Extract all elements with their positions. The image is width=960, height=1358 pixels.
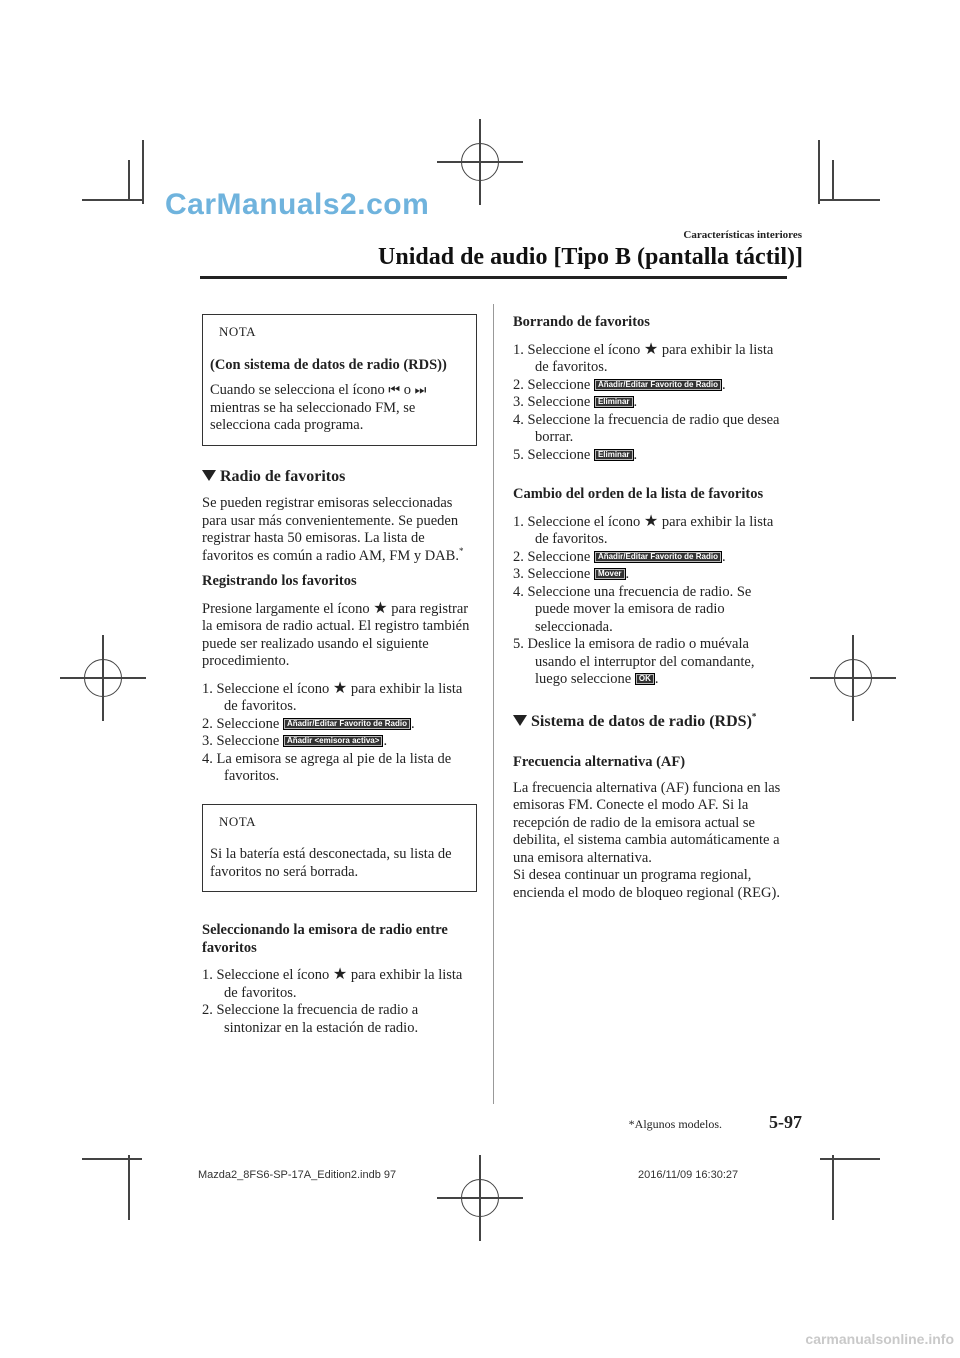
registration-mark bbox=[437, 119, 523, 205]
registration-mark bbox=[810, 635, 896, 721]
select-steps bbox=[202, 965, 477, 1037]
crop-mark bbox=[82, 199, 142, 201]
imprint-file: Mazda2_8FS6-SP-17A_Edition2.indb 97 bbox=[198, 1169, 397, 1181]
note-title: NOTA bbox=[219, 813, 257, 829]
af-text: La frecuencia alternativa (AF) funciona en las emisoras FM. Conecte el modo AF. Si la recepción de radio de la emisora actual se debilita, el sistema cambia automáticamente a una emisora alternativa. bbox=[513, 779, 781, 866]
list-item: 5. Deslice la emisora de radio o muévala usando el interruptor del comandante, luego seleccione OK . bbox=[513, 636, 755, 687]
list-item: 4. Seleccione una frecuencia de radio. Se puede mover la emisora de radio seleccionada. bbox=[513, 583, 752, 635]
order-steps bbox=[513, 512, 788, 689]
list-item: 2. Seleccione la frecuencia de radio a sintonizar en la estación de radio. bbox=[202, 1002, 419, 1036]
star-icon: ★ bbox=[643, 510, 659, 530]
star-icon: ★ bbox=[332, 964, 348, 983]
footnote-marker: * bbox=[751, 711, 757, 722]
add-edit-favorite-button[interactable]: Añadir/Editar Favorito de Radio bbox=[594, 551, 722, 563]
triangle-bullet-icon bbox=[513, 715, 527, 726]
section-heading-favorites: Radio de favoritos bbox=[202, 468, 477, 486]
footer-watermark[interactable]: carmanualsonline.info bbox=[805, 1331, 954, 1347]
crop-mark bbox=[128, 1155, 130, 1220]
add-active-station-button[interactable]: Añadir <emisora activa> bbox=[283, 735, 384, 747]
order-heading: Cambio del orden de la lista de favoritos bbox=[513, 486, 764, 502]
crop-mark bbox=[820, 199, 880, 201]
note-title: NOTA bbox=[219, 324, 257, 339]
add-edit-favorite-button[interactable]: Añadir/Editar Favorito de Radio bbox=[594, 379, 722, 391]
list-item: 2. Seleccione Añadir/Editar Favorito de Radio . bbox=[202, 715, 415, 732]
triangle-bullet-icon bbox=[202, 470, 216, 481]
right-column bbox=[513, 314, 788, 910]
star-icon: ★ bbox=[373, 597, 388, 617]
note-box-battery bbox=[202, 804, 477, 893]
list-item: 2. Seleccione Añadir/Editar Favorito de Radio . bbox=[513, 376, 726, 393]
note-box-rds bbox=[202, 314, 477, 446]
column-divider bbox=[493, 304, 494, 1104]
crop-mark bbox=[818, 140, 820, 204]
title-rule bbox=[200, 276, 787, 279]
af-heading: Frecuencia alternativa (AF) bbox=[513, 754, 686, 770]
add-edit-favorite-button[interactable]: Añadir/Editar Favorito de Radio bbox=[283, 718, 411, 730]
imprint-date: 2016/11/09 16:30:27 bbox=[638, 1169, 739, 1181]
list-item: 3. Seleccione Mover . bbox=[513, 566, 630, 582]
register-text: Presione largamente el ícono ★ para registrar la emisora de radio actual. El registro también puede ser realizado usando el siguiente procedimiento. bbox=[202, 597, 470, 669]
seek-back-icon: ⏮ bbox=[388, 383, 401, 398]
delete-button[interactable]: Eliminar bbox=[594, 449, 634, 461]
register-steps bbox=[202, 679, 477, 786]
ok-button[interactable]: OK bbox=[635, 673, 655, 685]
footnote-marker: * bbox=[458, 545, 464, 556]
note-text: Cuando se selecciona el ícono ⏮ o ⏭ mientras se ha seleccionado FM, se selecciona cada programa. bbox=[210, 382, 427, 433]
delete-button[interactable]: Eliminar bbox=[594, 396, 634, 408]
list-item: 3. Seleccione Eliminar . bbox=[513, 394, 638, 410]
list-item: 2. Seleccione Añadir/Editar Favorito de Radio . bbox=[513, 548, 726, 565]
footnote: *Algunos modelos. bbox=[628, 1117, 722, 1131]
list-item: 4. Seleccione la frecuencia de radio que desea borrar. bbox=[513, 411, 780, 445]
list-item: 3. Seleccione Añadir <emisora activa> . bbox=[202, 733, 388, 749]
crop-mark bbox=[832, 1155, 834, 1220]
seek-forward-icon: ⏭ bbox=[414, 383, 427, 398]
crop-mark bbox=[142, 140, 144, 204]
list-item: 4. La emisora se agrega al pie de la lista de favoritos. bbox=[202, 750, 452, 784]
select-heading: Seleccionando la emisora de radio entre favoritos bbox=[202, 922, 448, 956]
registration-mark bbox=[437, 1155, 523, 1241]
crop-mark bbox=[820, 1158, 880, 1160]
section-label: Características interiores bbox=[683, 229, 802, 241]
watermark-logo[interactable]: CarManuals2.com bbox=[165, 188, 430, 221]
list-item: 1. Seleccione el ícono ★ para exhibir la lista de favoritos. bbox=[513, 510, 774, 547]
note-text: Si la batería está desconectada, su lista de favoritos no será borrada. bbox=[210, 846, 452, 880]
delete-steps bbox=[513, 340, 788, 465]
section-heading-rds: Sistema de datos de radio (RDS)* bbox=[513, 713, 788, 731]
left-column bbox=[202, 314, 477, 1045]
page-title: Unidad de audio [Tipo B (pantalla táctil)] bbox=[378, 244, 803, 270]
registration-mark bbox=[60, 635, 146, 721]
star-icon: ★ bbox=[643, 338, 659, 358]
af-text-regional: Si desea continuar un programa regional, encienda el modo de bloqueo regional (REG). bbox=[513, 867, 780, 901]
crop-mark bbox=[82, 1158, 142, 1160]
star-icon: ★ bbox=[332, 677, 348, 697]
move-button[interactable]: Mover bbox=[594, 568, 626, 580]
crop-mark bbox=[128, 160, 130, 200]
list-item: 5. Seleccione Eliminar . bbox=[513, 446, 638, 463]
register-heading: Registrando los favoritos bbox=[202, 573, 357, 589]
list-item: 1. Seleccione el ícono ★ para exhibir la lista de favoritos. bbox=[513, 338, 774, 375]
page-number: 5-97 bbox=[769, 1112, 802, 1132]
delete-heading: Borrando de favoritos bbox=[513, 314, 650, 330]
list-item: 1. Seleccione el ícono ★ para exhibir la lista de favoritos. bbox=[202, 677, 463, 714]
favorites-intro: Se pueden registrar emisoras seleccionadas para usar más convenientemente. Se pueden registrar hasta 50 emisoras. La lista de favoritos es común a radio AM, FM y DAB.* bbox=[202, 495, 464, 564]
list-item: 1. Seleccione el ícono ★ para exhibir la lista de favoritos. bbox=[202, 964, 463, 1001]
note-heading: (Con sistema de datos de radio (RDS)) bbox=[210, 356, 447, 373]
crop-mark bbox=[832, 160, 834, 200]
